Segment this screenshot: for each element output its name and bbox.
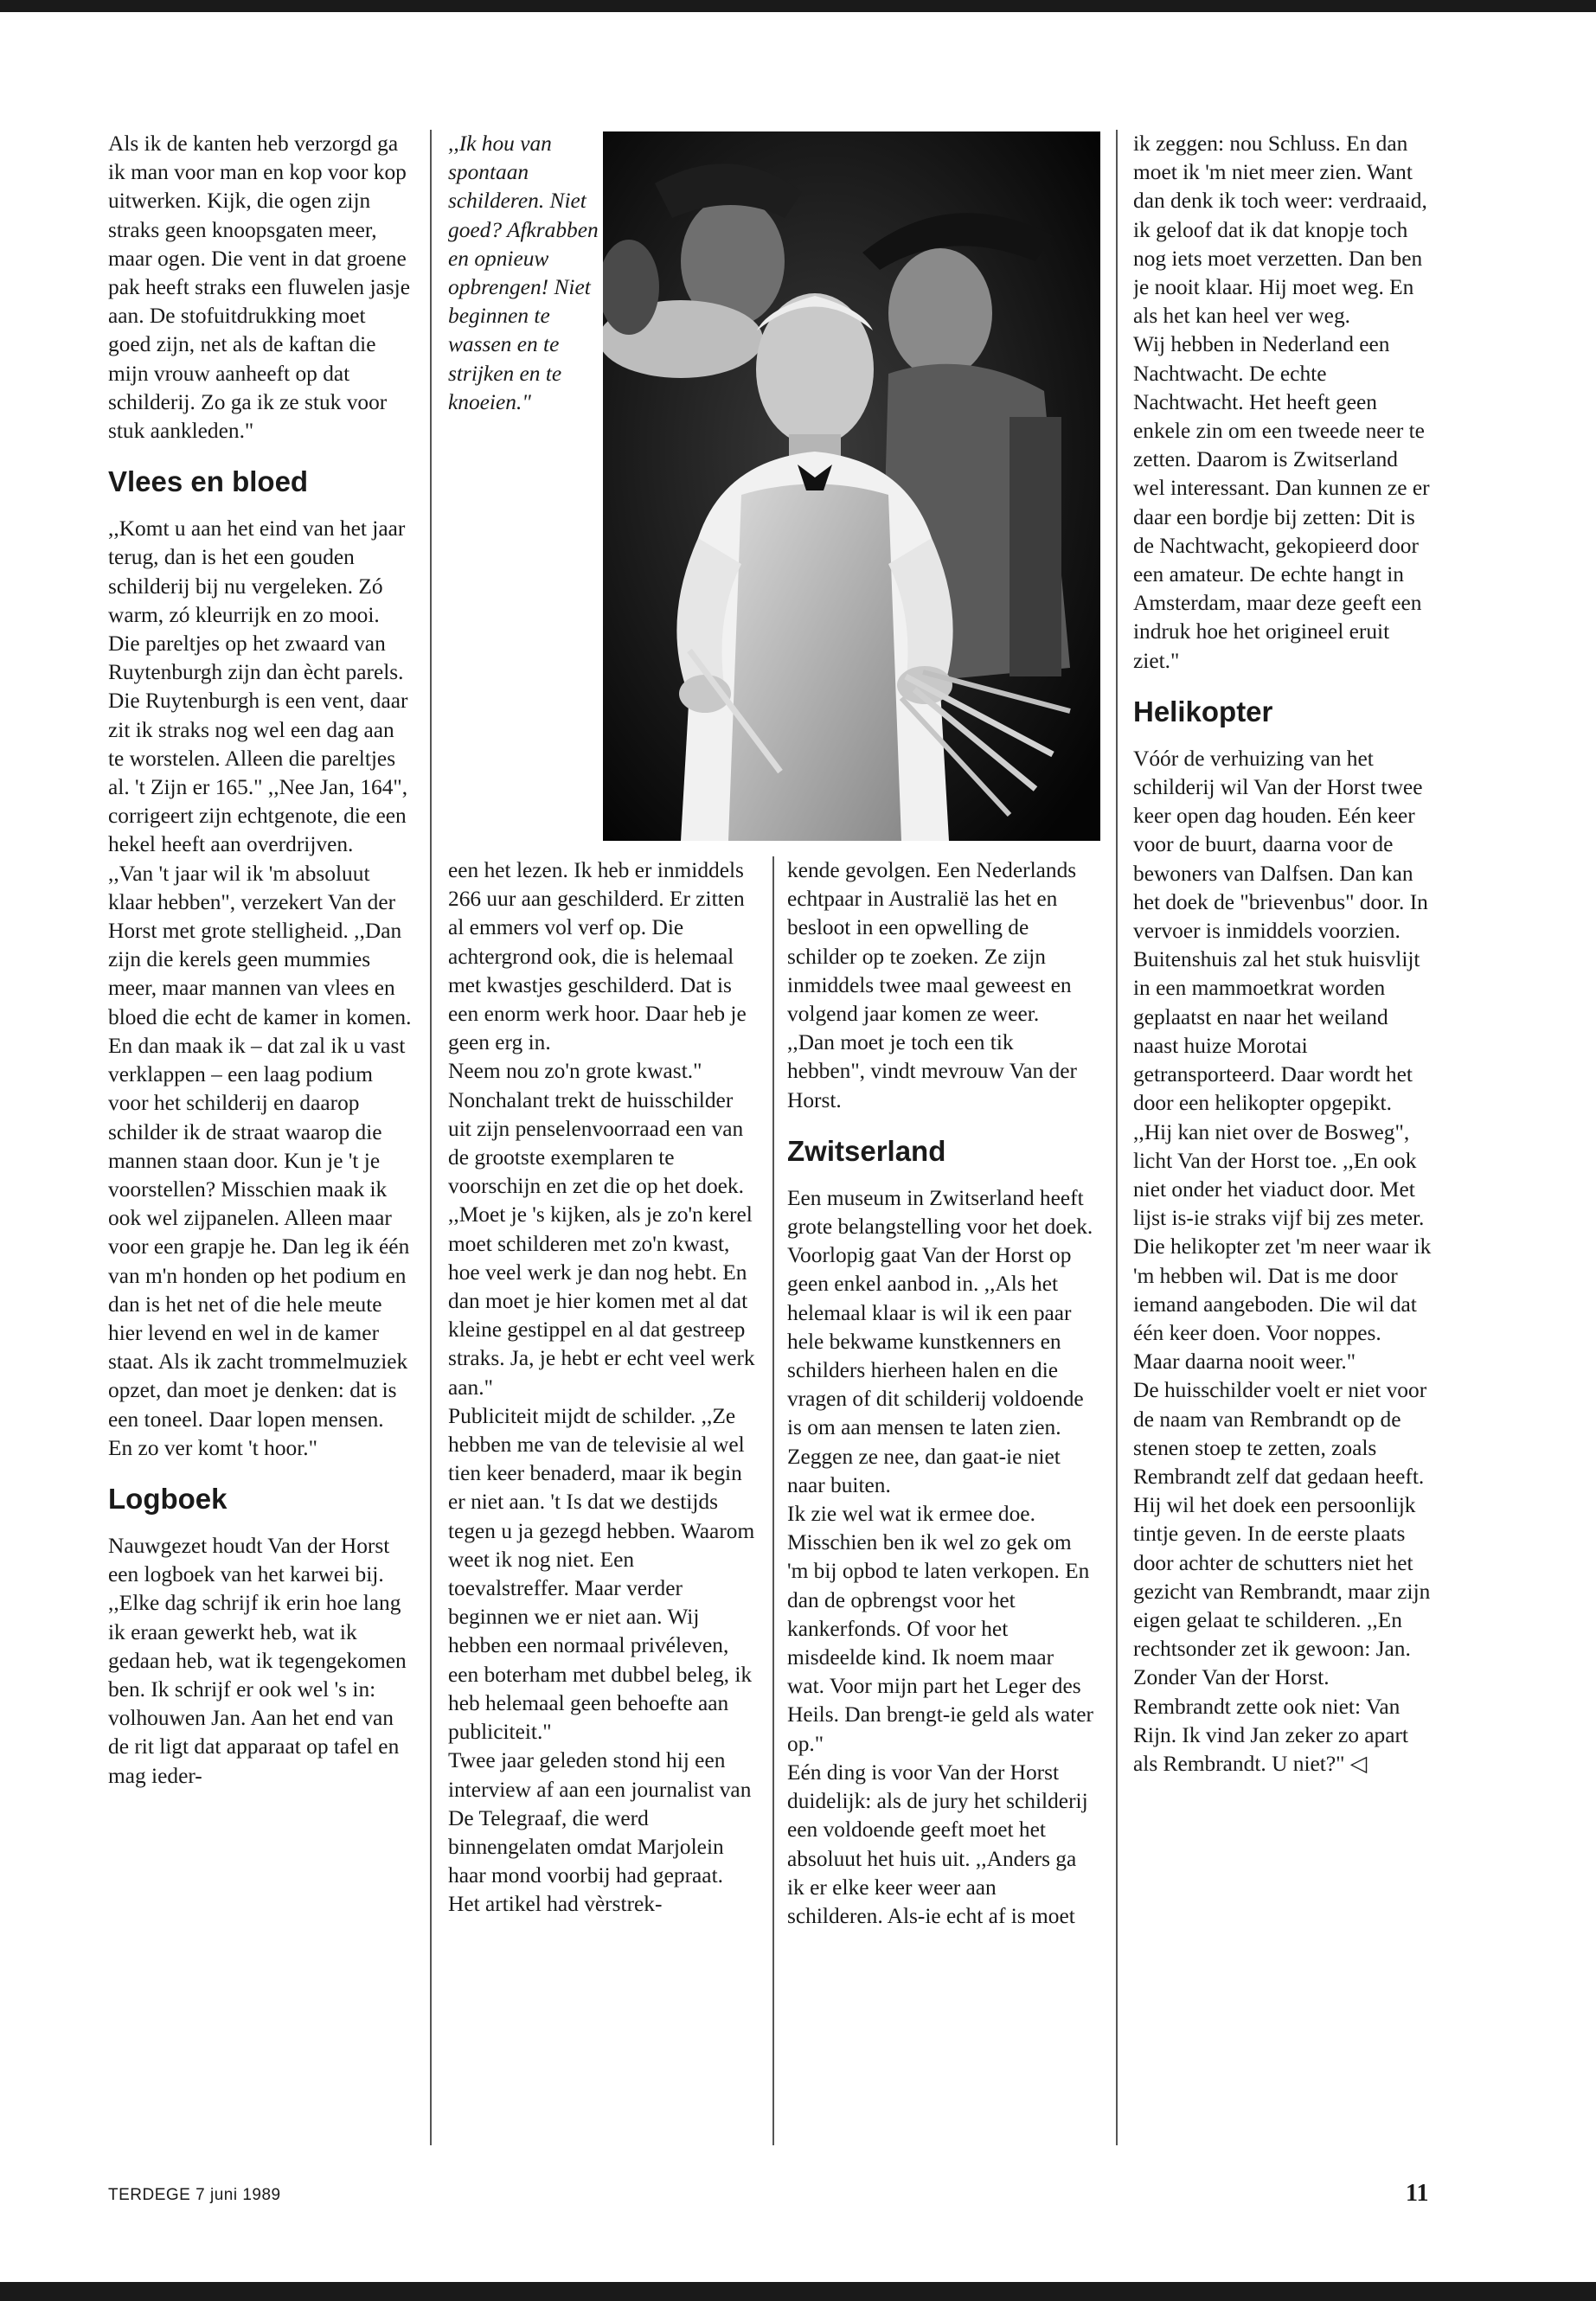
subheading-zwitserland: Zwitserland [787, 1134, 946, 1167]
paragraph: ik zeggen: nou Schluss. En dan moet ik 'm niet meer zien. Want dan denk ik toch weer: verdraaid, ik geloof dat ik dat knopje toch nog iets moet verzetten. Dan ben je nooit klaar. Hij moet weg. En als het kan heel ver weg. [1133, 131, 1427, 329]
paragraph: Twee jaar geleden stond hij een interview af aan een journalist van De Telegraaf, die werd binnengelaten omdat Marjolein haar mond voorbij had gepraat. Het artikel had vèrstrek- [448, 1748, 752, 1917]
top-rule [0, 0, 1596, 12]
paragraph: ,,Komt u aan het eind van het jaar terug, dan is het een gouden schilderij bij nu vergeleken. Zó warm, zó kleurrijk en zo mooi. Die pareltjes op het zwaard van Ruytenburgh zijn dan ècht parels. Die Ruytenburgh is een vent, daar zit ik straks nog wel een dag aan te worstelen. Alleen die pareltjes al. 't Zijn er 165." ,,Nee Jan, 164", corrigeert zijn echtgenote, die een hekel heeft aan overdrijven. [108, 516, 408, 857]
column-divider [772, 856, 774, 2145]
article-column-3 [787, 856, 1094, 2145]
photo-illustration [603, 131, 1100, 841]
column-divider [430, 130, 432, 2145]
paragraph: ,,Dan moet je toch een tik hebben", vindt mevrouw Van der Horst. [787, 1030, 1077, 1112]
paragraph: Neem nou zo'n grote kwast." Nonchalant trekt de huisschilder uit zijn penselenvoorraad een van de grootste exemplaren te voorschijn en zet die op het doek. ,,Moet je 's kijken, als je zo'n kerel moet schilderen met zo'n kwast, hoe veel werk je dan nog hebt. En dan moet je hier komen met al dat kleine gestippel en al dat gestreep straks. Ja, je hebt er echt veel werk aan." [448, 1059, 755, 1400]
column-divider [1116, 130, 1118, 2145]
paragraph: kende gevolgen. Een Nederlands echtpaar in Australië las het en besloot in een opwelling de schilder op te zoeken. Ze zijn inmiddels twee maal geweest en volgend jaar komen ze weer. [787, 858, 1077, 1027]
footer-publication: TERDEGE 7 juni 1989 [108, 2186, 281, 2204]
paragraph: Ik zie wel wat ik ermee doe. Misschien ben ik wel zo gek om 'm bij opbod te laten verkopen. En dan de opbrengst voor het kankerfonds. Of voor het misdeelde kind. Ik noem maar wat. Voor mijn part het Leger des Heils. Dan brengt-ie geld als water op." [787, 1502, 1093, 1756]
paragraph: een het lezen. Ik heb er inmiddels 266 uur aan geschilderd. Er zitten al emmers vol verf op. Die achtergrond ook, die is helemaal met kwastjes geschilderd. Dat is een enorm werk hoor. Daar heb je geen erg in. [448, 858, 747, 1055]
pull-quote-text: ,,Ik hou van spontaan schilderen. Niet goed? Afkrabben en opnieuw opbrengen! Niet beginnen te wassen en te strijken en te knoeien." [448, 131, 599, 414]
paragraph: Vóór de verhuizing van het schilderij wil Van der Horst twee keer open dag houden. Eén keer voor de buurt, daarna voor de bewoners van Dalfsen. Dan kan het doek de "brievenbus" door. In vervoer is inmiddels voorzien. Buitenshuis zal het stuk huisvlijt in een mammoetkrat worden geplaatst en naar het weiland naast huize Morotai getransporteerd. Daar wordt het door een helikopter opgepikt. [1133, 746, 1428, 1116]
photo-painter-with-brushes [603, 131, 1100, 841]
paragraph: Wij hebben in Nederland een Nachtwacht. De echte Nachtwacht. Het heeft geen enkele zin om een tweede neer te zetten. Daarom is Zwitserland wel interessant. Dan kunnen ze er daar een bordje bij zetten: Dit is de Nachtwacht, gekopieerd door een amateur. De echte hangt in Amsterdam, maar deze geeft een indruk hoe het origineel eruit ziet." [1133, 332, 1430, 673]
pull-quote [448, 130, 599, 510]
subheading-logboek: Logboek [108, 1482, 228, 1515]
paragraph: De huisschilder voelt er niet voor de naam van Rembrandt op de stenen stoep te zetten, zoals Rembrandt zelf dat gedaan heeft. Hij wil het doek een persoonlijk tintje geven. In de eerste plaats door achter de schutters niet het gezicht van Rembrandt, maar zijn eigen gelaat te schilderen. ,,En rechtsonder zet ik gewoon: Jan. Zonder Van der Horst. Rembrandt zette ook niet: Van Rijn. Ik vind Jan zeker zo apart als Rembrandt. U niet?" ◁ [1133, 1378, 1431, 1776]
paragraph: Een museum in Zwitserland heeft grote belangstelling voor het doek. Voorlopig gaat Van der Horst op geen enkel aanbod in. ,,Als het helemaal klaar is wil ik een paar hele bekwame kunstkenners en schilders hierheen halen en die vragen of dit schilderij voldoende is om aan mensen te laten zien. Zeggen ze nee, dan gaat-ie niet naar buiten. [787, 1185, 1093, 1497]
paragraph: ,,Hij kan niet over de Bosweg", licht Van der Horst toe. ,,En ook niet onder het viaduct door. Met lijst is-ie straks vijf bij zes meter. Die helikopter zet 'm neer waar ik 'm hebben wil. Dat is me door iemand aangeboden. Die wil dat één keer doen. Voor noppes. Maar daarna nooit weer." [1133, 1119, 1432, 1375]
article-column-2 [448, 856, 755, 2145]
bottom-rule [0, 2282, 1596, 2301]
page-number: 11 [1406, 2180, 1429, 2207]
paragraph: Eén ding is voor Van der Horst duidelijk: als de jury het schilderij een voldoende geeft moet het absoluut het huis uit. ,,Anders ga ik er elke keer weer aan schilderen. Als-ie echt af is moet [787, 1759, 1088, 1928]
paragraph: Als ik de kanten heb verzorgd ga ik man voor man en kop voor kop uitwerken. Kijk, die ogen zijn straks geen knoopsgaten meer, maar ogen. Die vent in dat groene pak heeft straks een fluwelen jasje aan. De stofuitdrukking moet goed zijn, net als de kaftan die mijn vrouw aanheeft op dat schilderij. Zo ga ik ze stuk voor stuk aankleden." [108, 131, 410, 444]
article-column-4 [1133, 130, 1432, 2145]
paragraph: Publiciteit mijdt de schilder. ,,Ze hebben me van de televisie al wel tien keer benaderd, maar ik begin er niet aan. 't Is dat we destijds tegen u ja gezegd hebben. Waarom weet ik nog niet. Een toevalstreffer. Maar verder beginnen we er niet aan. Wij hebben een normaal privéleven, een boterham met dubbel beleg, ik heb helemaal geen behoefte aan publiciteit." [448, 1403, 755, 1745]
paragraph: ,,Van 't jaar wil ik 'm absoluut klaar hebben", verzekert Van der Horst met grote stelligheid. ,,Dan zijn die kerels geen mummies meer, maar mannen van vlees en bloed die echt de kamer in komen. En dan maak ik – dat zal ik u vast verklappen – een laag podium voor het schilderij en daarop schilder ik de straat waarop die mannen staan door. Kun je 't je voorstellen? Misschien maak ik ook wel zijpanelen. Alleen maar voor een grapje he. Dan leg ik één van m'n honden op het podium en dan is het net of die hele meute hier levend en wel in de kamer staat. Als ik zacht trommelmuziek opzet, dan moet je denken: dat is een toneel. Daar lopen mensen. En zo ver komt 't hoor." [108, 861, 412, 1460]
paragraph: Nauwgezet houdt Van der Horst een logboek van het karwei bij. ,,Elke dag schrijf ik erin hoe lang ik eraan gewerkt heb, wat ik gedaan heb, wat ik tegengekomen ben. Ik schrijf er ook wel 's in: volhouwen Jan. Aan het end van de rit ligt dat apparaat op tafel en mag ieder- [108, 1533, 407, 1788]
article-column-1 [108, 130, 413, 2145]
subheading-helikopter: Helikopter [1133, 695, 1273, 727]
subheading-vlees-en-bloed: Vlees en bloed [108, 465, 309, 498]
